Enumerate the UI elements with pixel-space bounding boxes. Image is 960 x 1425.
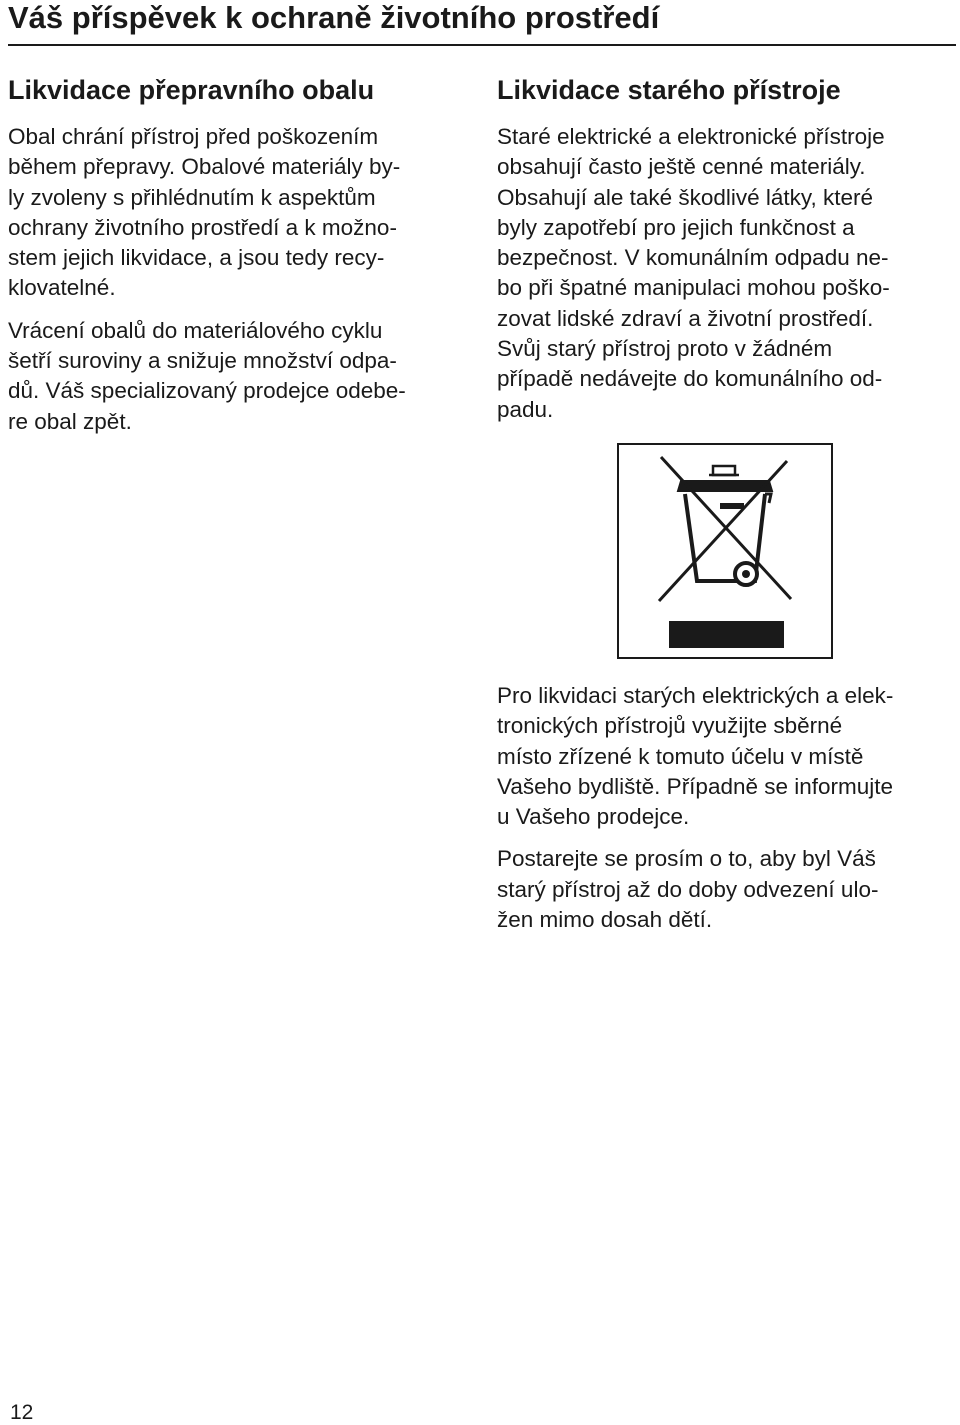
text-line: ly zvoleny s přihlédnutím k aspektům (8, 184, 376, 210)
text-line: dů. Váš specializovaný prodejce odebe- (8, 378, 406, 404)
text-line: stem jejich likvidace, a jsou tedy recy- (8, 245, 385, 271)
text-line: tronických přístrojů využijte sběrné (497, 713, 843, 739)
collection-point-section (497, 681, 957, 947)
text-line: obsahují často ještě cenné materiály. (497, 154, 866, 180)
page-title: Váš příspěvek k ochraně životního prostředí (8, 0, 660, 35)
appliance-disposal-heading: Likvidace starého přístroje (497, 75, 841, 105)
packaging-paragraph-2 (8, 316, 473, 437)
text-line: šetří suroviny a snižuje množství odpa- (8, 348, 397, 374)
text-line: Svůj starý přístroj proto v žádném (497, 336, 833, 362)
text-line: starý přístroj až do doby odvezení ulo- (497, 876, 879, 902)
text-line: Vašeho bydliště. Případně se informujte (497, 773, 894, 799)
appliance-disposal-section (497, 72, 957, 437)
crossed-out-wheelie-bin-icon (617, 443, 833, 659)
title-divider (8, 44, 956, 46)
text-line: byly zapotřebí pro jejich funkčnost a (497, 214, 855, 240)
text-line: Obal chrání přístroj před poškozením (8, 124, 379, 149)
text-line: místo zřízené k tomuto účelu v místě (497, 743, 864, 769)
text-line: případě nedávejte do komunálního od- (497, 366, 883, 392)
text-line: bezpečnost. V komunálním odpadu ne- (497, 245, 889, 271)
text-line: re obal zpět. (8, 408, 132, 434)
text-line: Pro likvidaci starých elektrických a elek- (497, 683, 894, 708)
text-line: Obsahují ale také škodlivé látky, které (497, 184, 874, 210)
appliance-paragraph-1 (497, 122, 957, 425)
child-safety-paragraph (497, 844, 957, 935)
collection-point-paragraph (497, 681, 957, 832)
text-line: bo při špatné manipulaci mohou poško- (497, 275, 890, 301)
text-line: Vrácení obalů do materiálového cyklu (8, 317, 383, 343)
packaging-paragraph-1 (8, 122, 473, 304)
page-number: 12 (10, 1401, 34, 1424)
packaging-disposal-section (8, 72, 473, 449)
text-line: žen mimo dosah dětí. (497, 907, 713, 933)
text-line: během přepravy. Obalové materiály by- (8, 154, 401, 180)
packaging-disposal-heading: Likvidace přepravního obalu (8, 75, 375, 105)
text-line: padu. (497, 396, 554, 422)
text-line: zovat lidské zdraví a životní prostředí. (497, 305, 874, 331)
text-line: ochrany životního prostředí a k možno- (8, 214, 397, 240)
text-line: Postarejte se prosím o to, aby byl Váš (497, 846, 876, 872)
text-line: Staré elektrické a elektronické přístroje (497, 124, 885, 149)
text-line: u Vašeho prodejce. (497, 804, 690, 830)
text-line: klovatelné. (8, 275, 116, 301)
